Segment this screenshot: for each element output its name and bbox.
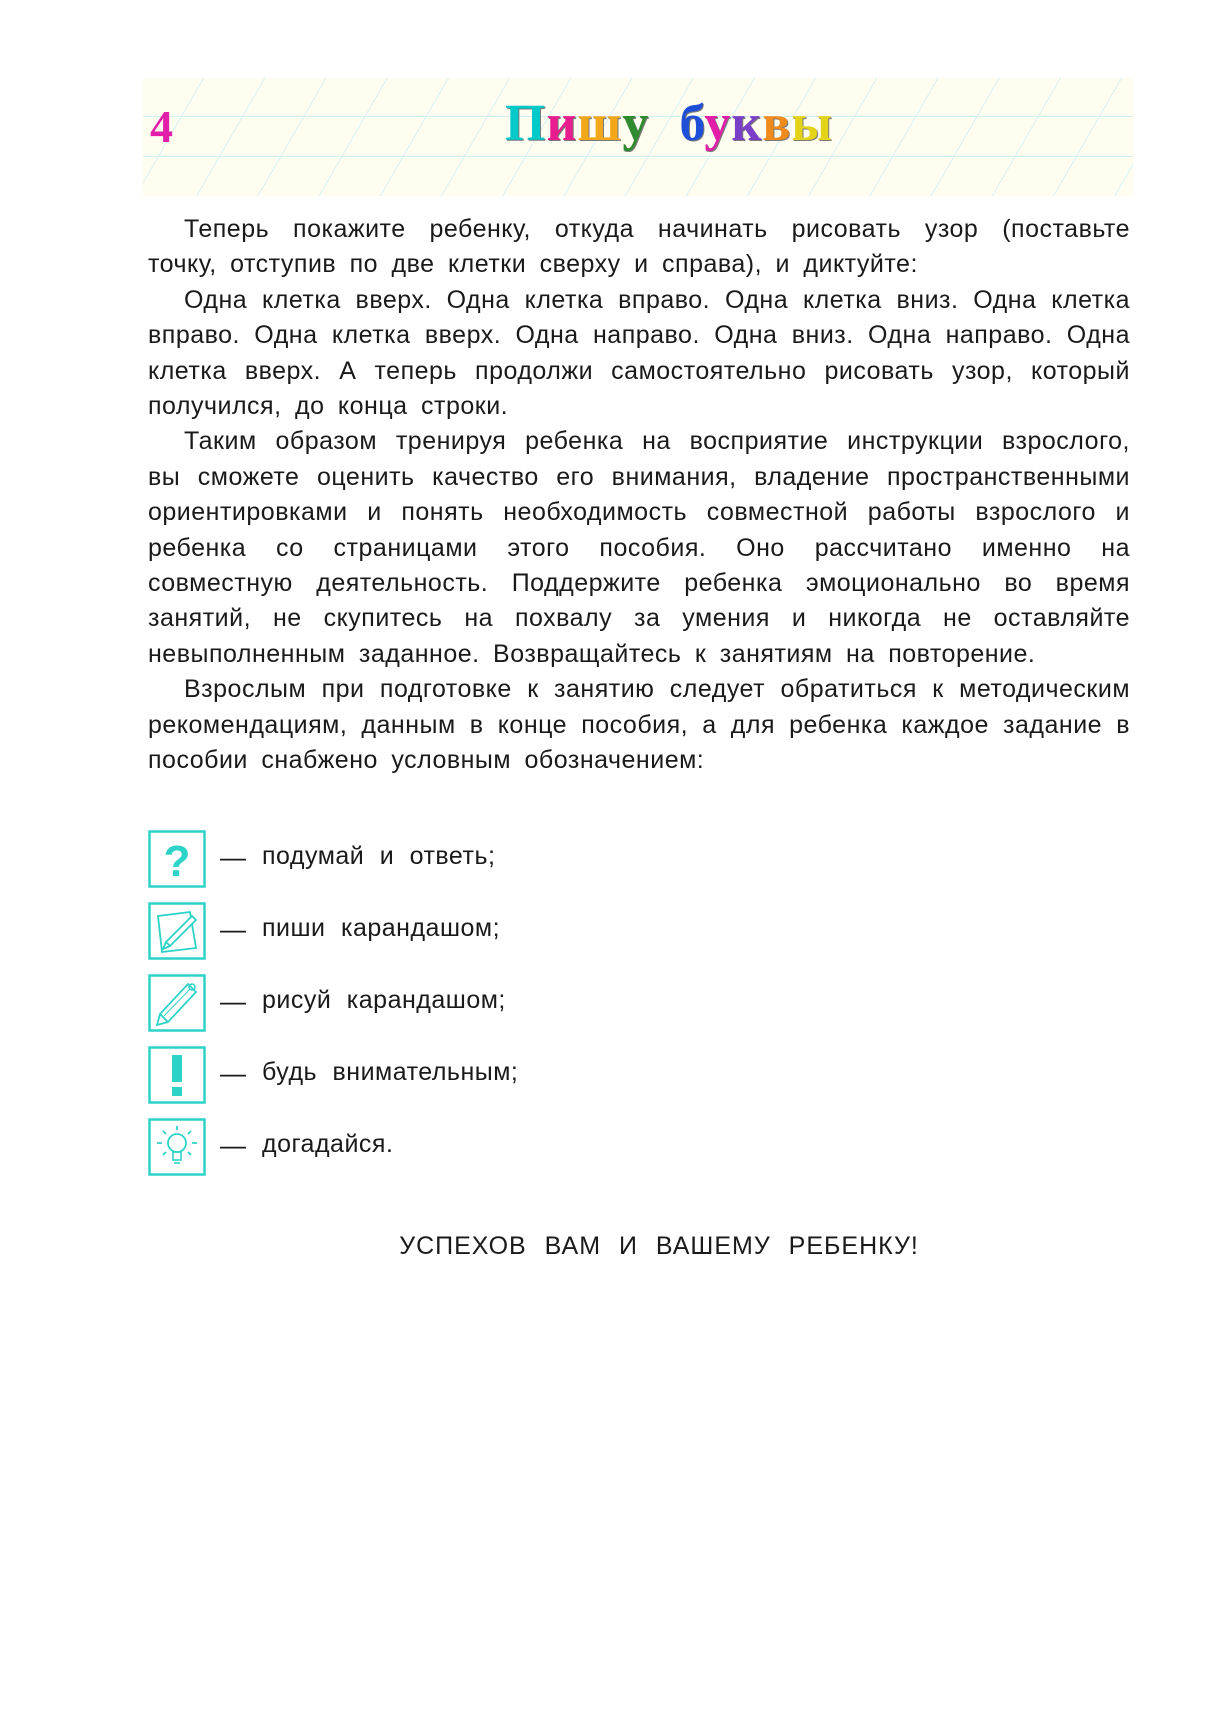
legend-label: рисуй карандашом; xyxy=(262,986,506,1014)
title-letter: П xyxy=(505,95,547,152)
lightbulb-icon xyxy=(148,1118,206,1176)
title-letter: и xyxy=(546,95,578,152)
closing-wish: УСПЕХОВ ВАМ И ВАШЕМУ РЕБЕНКУ! xyxy=(399,1232,919,1260)
title-letter: ы xyxy=(791,95,834,152)
page-title xyxy=(505,95,834,152)
legend-label: подумай и ответь; xyxy=(262,842,496,870)
legend-label: догадайся. xyxy=(262,1130,394,1158)
legend-item-attention xyxy=(148,1046,848,1104)
legend-dash: — xyxy=(220,1130,246,1160)
legend-item-draw xyxy=(148,974,848,1032)
title-word-1 xyxy=(505,95,650,152)
legend-dash: — xyxy=(220,986,246,1016)
draw-pencil-icon xyxy=(148,974,206,1032)
title-word-2 xyxy=(679,95,834,152)
paragraph: Теперь покажите ребенку, откуда начинать рисовать узор (поставьте точку, отступив по две клетки сверху и справа), и диктуйте: xyxy=(148,215,1130,279)
legend-label: будь внимательным; xyxy=(262,1058,519,1086)
exclamation-icon xyxy=(148,1046,206,1104)
title-letter: ш xyxy=(577,95,623,152)
legend-dash: — xyxy=(220,842,246,872)
legend-item-think xyxy=(148,830,848,888)
legend-item-write xyxy=(148,902,848,960)
page-number: 4 xyxy=(150,101,173,152)
title-letter: к xyxy=(731,95,763,152)
legend-dash: — xyxy=(220,914,246,944)
body-text xyxy=(148,212,1130,779)
paragraph: Одна клетка вверх. Одна клетка вправо. Одна клетка вниз. Одна клетка вправо. Одна клетка вверх. Одна направо. Одна вниз. Одна направо. Одна клетка вверх. А теперь продолжи самостоятельно рисовать узор, который получился, до конца строки. xyxy=(148,285,1130,421)
title-letter: у xyxy=(622,95,650,152)
title-letter: б xyxy=(679,95,705,152)
paragraph: Таким образом тренируя ребенка на восприятие инструкции взрослого, вы сможете оценить качество его внимания, владение пространственными ориентировками и понять необходимость совместной работы взрослого и ребенка со страницами этого пособия. Оно рассчитано именно на совместную деятельность. Поддержите ребенка эмоционально во время занятий, не скупитесь на похвалу за умения и никогда не оставляйте невыполненным заданное. Возвращайтесь к занятиям на повторение. xyxy=(148,427,1130,668)
legend-label: пиши карандашом; xyxy=(262,914,501,942)
legend-item-guess xyxy=(148,1118,848,1176)
paragraph: Взрослым при подготовке к занятию следует обратиться к методическим рекомендациям, данным в конце пособия, а для ребенка каждое задание в пособии снабжено условным обозначением: xyxy=(148,675,1130,775)
write-pencil-icon xyxy=(148,902,206,960)
legend-dash: — xyxy=(220,1058,246,1088)
title-letter: у xyxy=(704,95,732,152)
svg-text:?: ? xyxy=(163,837,191,886)
title-letter: в xyxy=(762,95,792,152)
question-icon xyxy=(148,830,206,888)
